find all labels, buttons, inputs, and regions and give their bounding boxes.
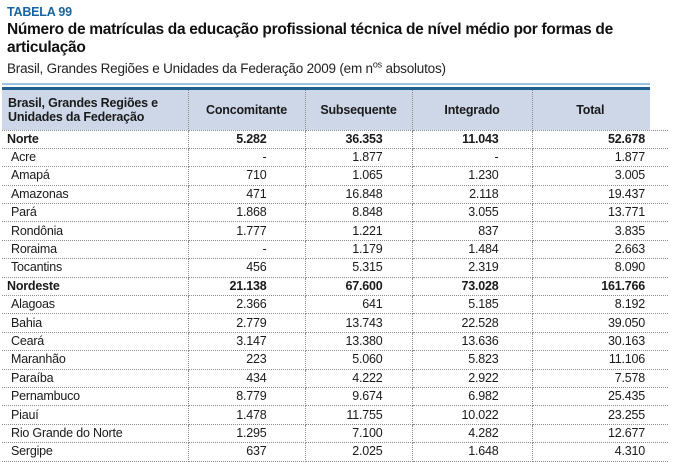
cell-total: 39.050: [532, 314, 668, 332]
cell-integrado: 10.022: [412, 406, 532, 424]
row-label: Amazonas: [2, 185, 188, 203]
subtitle-superscript: os: [372, 59, 382, 70]
cell-concomitante: 1.777: [188, 222, 305, 240]
cell-total: 2.663: [532, 240, 668, 258]
cell-concomitante: 1.868: [188, 204, 305, 222]
row-label: Acre: [2, 148, 188, 166]
cell-concomitante: -: [188, 240, 305, 258]
page-title: [7, 21, 700, 57]
data-table: [2, 83, 668, 462]
cell-subsequente: 7.100: [305, 424, 412, 442]
cell-concomitante: -: [188, 148, 305, 166]
cell-integrado: 5.185: [412, 296, 532, 314]
row-label: Amapá: [2, 167, 188, 185]
row-label: Bahia: [2, 314, 188, 332]
cell-subsequente: 8.848: [305, 204, 412, 222]
cell-concomitante: 2.366: [188, 296, 305, 314]
cell-integrado: 2.922: [412, 369, 532, 387]
cell-integrado: 2.118: [412, 185, 532, 203]
table-subtitle: [7, 60, 700, 77]
cell-concomitante: 710: [188, 167, 305, 185]
cell-total: 3.835: [532, 222, 668, 240]
cell-integrado: 1.230: [412, 167, 532, 185]
cell-integrado: 4.282: [412, 424, 532, 442]
cell-total: 52.678: [532, 130, 668, 148]
table-row: [2, 387, 668, 405]
row-label: Pará: [2, 204, 188, 222]
cell-integrado: 1.484: [412, 240, 532, 258]
table-header-row: [2, 90, 668, 131]
cell-total: 3.005: [532, 167, 668, 185]
cell-subsequente: 67.600: [305, 277, 412, 295]
table-row: [2, 443, 668, 461]
cell-concomitante: 1.478: [188, 406, 305, 424]
cell-total: 19.437: [532, 185, 668, 203]
cell-subsequente: 5.315: [305, 259, 412, 277]
table-row: [2, 185, 668, 203]
row-label: Maranhão: [2, 351, 188, 369]
cell-subsequente: 1.221: [305, 222, 412, 240]
cell-total: 25.435: [532, 387, 668, 405]
subtitle-text: Brasil, Grandes Regiões e Unidades da Federação 2009 (em n: [7, 61, 373, 76]
column-header-concomitante: Concomitante: [188, 90, 305, 131]
table-tag: TABELA 99: [7, 5, 72, 19]
table-row: [2, 204, 668, 222]
cell-concomitante: 3.147: [188, 332, 305, 350]
table-row: [2, 259, 668, 277]
cell-integrado: 73.028: [412, 277, 532, 295]
table-row: [2, 351, 668, 369]
cell-subsequente: 4.222: [305, 369, 412, 387]
cell-integrado: 3.055: [412, 204, 532, 222]
row-label: Norte: [2, 130, 188, 148]
table-row: [2, 424, 668, 442]
cell-concomitante: 456: [188, 259, 305, 277]
cell-integrado: 13.636: [412, 332, 532, 350]
cell-concomitante: 223: [188, 351, 305, 369]
cell-subsequente: 1.877: [305, 148, 412, 166]
table-body: [2, 130, 668, 461]
cell-total: 8.090: [532, 259, 668, 277]
cell-integrado: 11.043: [412, 130, 532, 148]
cell-concomitante: 2.779: [188, 314, 305, 332]
table-row: [2, 240, 668, 258]
divider-line: [2, 83, 650, 85]
cell-subsequente: 13.380: [305, 332, 412, 350]
cell-total: 4.310: [532, 443, 668, 461]
cell-subsequente: 36.353: [305, 130, 412, 148]
table-row: [2, 277, 668, 295]
table-row: [2, 314, 668, 332]
column-header-integrado: Integrado: [412, 90, 532, 131]
cell-total: 12.677: [532, 424, 668, 442]
cell-subsequente: 1.065: [305, 167, 412, 185]
cell-total: 30.163: [532, 332, 668, 350]
cell-integrado: 22.528: [412, 314, 532, 332]
page-title-line-1: Número de matrículas da educação profissional técnica de nível médio por formas de: [7, 21, 613, 38]
column-header-total: Total: [532, 90, 668, 131]
table-row: [2, 296, 668, 314]
table-header: [2, 90, 668, 131]
cell-concomitante: 21.138: [188, 277, 305, 295]
table-row: [2, 406, 668, 424]
cell-subsequente: 1.179: [305, 240, 412, 258]
cell-integrado: 837: [412, 222, 532, 240]
row-label: Paraíba: [2, 369, 188, 387]
cell-concomitante: 471: [188, 185, 305, 203]
subtitle-suffix: absolutos): [381, 61, 446, 76]
cell-total: 11.106: [532, 351, 668, 369]
row-label: Pernambuco: [2, 387, 188, 405]
cell-subsequente: 2.025: [305, 443, 412, 461]
cell-total: 1.877: [532, 148, 668, 166]
column-header-subsequente: Subsequente: [305, 90, 412, 131]
table-row: [2, 130, 668, 148]
row-label: Rondônia: [2, 222, 188, 240]
column-header-region: Brasil, Grandes Regiões e Unidades da Federação: [2, 90, 188, 131]
cell-total: 7.578: [532, 369, 668, 387]
cell-concomitante: 5.282: [188, 130, 305, 148]
row-label: Alagoas: [2, 296, 188, 314]
cell-subsequente: 16.848: [305, 185, 412, 203]
row-label: Nordeste: [2, 277, 188, 295]
row-label: Piauí: [2, 406, 188, 424]
cell-concomitante: 434: [188, 369, 305, 387]
cell-subsequente: 641: [305, 296, 412, 314]
table-row: [2, 332, 668, 350]
page-title-line-2: articulação: [7, 39, 86, 56]
cell-concomitante: 637: [188, 443, 305, 461]
row-label: Ceará: [2, 332, 188, 350]
statistics-table: [2, 90, 668, 462]
cell-subsequente: 11.755: [305, 406, 412, 424]
cell-integrado: 2.319: [412, 259, 532, 277]
row-label: Rio Grande do Norte: [2, 424, 188, 442]
table-row: [2, 167, 668, 185]
cell-integrado: 5.823: [412, 351, 532, 369]
cell-total: 13.771: [532, 204, 668, 222]
cell-concomitante: 1.295: [188, 424, 305, 442]
row-label: Tocantins: [2, 259, 188, 277]
table-row: [2, 148, 668, 166]
cell-integrado: -: [412, 148, 532, 166]
row-label: Roraima: [2, 240, 188, 258]
cell-subsequente: 5.060: [305, 351, 412, 369]
cell-subsequente: 9.674: [305, 387, 412, 405]
row-label: Sergipe: [2, 443, 188, 461]
cell-concomitante: 8.779: [188, 387, 305, 405]
cell-subsequente: 13.743: [305, 314, 412, 332]
cell-integrado: 6.982: [412, 387, 532, 405]
table-row: [2, 369, 668, 387]
table-row: [2, 222, 668, 240]
cell-total: 161.766: [532, 277, 668, 295]
cell-total: 23.255: [532, 406, 668, 424]
cell-total: 8.192: [532, 296, 668, 314]
cell-integrado: 1.648: [412, 443, 532, 461]
